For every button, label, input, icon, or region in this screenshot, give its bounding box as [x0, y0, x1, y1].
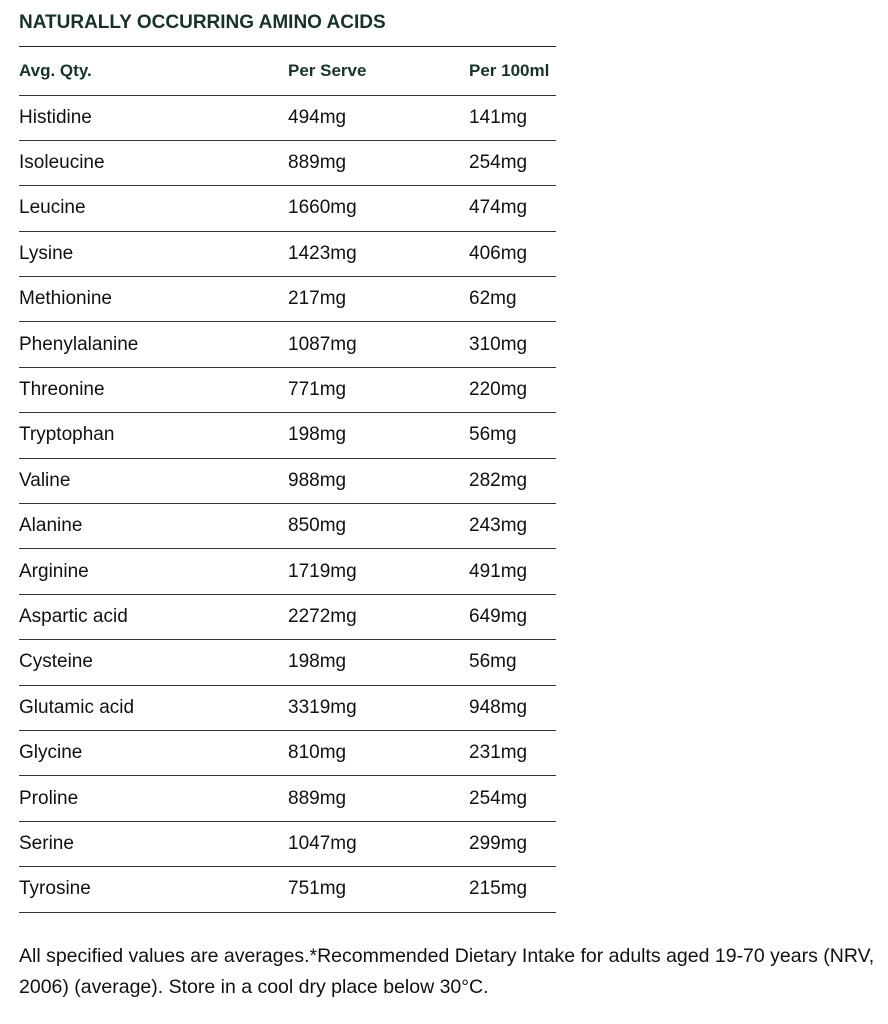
per-100ml-value: 310mg — [469, 333, 528, 355]
per-serve-value: 3319mg — [288, 696, 357, 718]
per-100ml-value: 491mg — [469, 560, 528, 582]
per-100ml-value: 948mg — [469, 696, 528, 718]
per-100ml-value: 141mg — [469, 106, 528, 128]
amino-acid-name: Phenylalanine — [19, 333, 139, 355]
per-serve-value: 2272mg — [288, 605, 357, 627]
amino-acid-name: Leucine — [19, 197, 86, 219]
amino-acids-table — [19, 46, 556, 913]
per-100ml-value: 56mg — [469, 651, 517, 673]
table-row — [19, 867, 556, 912]
per-100ml-value: 649mg — [469, 605, 528, 627]
table-row — [19, 822, 556, 867]
table-row — [19, 686, 556, 731]
per-serve-value: 198mg — [288, 651, 347, 673]
per-serve-value: 850mg — [288, 515, 347, 537]
amino-acid-name: Histidine — [19, 106, 92, 128]
amino-acid-name: Threonine — [19, 379, 105, 401]
table-row — [19, 413, 556, 458]
per-100ml-value: 243mg — [469, 515, 528, 537]
amino-acid-name: Aspartic acid — [19, 605, 128, 627]
per-100ml-value: 215mg — [469, 878, 528, 900]
table-row — [19, 141, 556, 186]
per-serve-value: 1719mg — [288, 560, 357, 582]
header-per-serve: Per Serve — [288, 60, 367, 80]
per-100ml-value: 220mg — [469, 379, 528, 401]
table-row — [19, 186, 556, 231]
per-serve-value: 1047mg — [288, 832, 357, 854]
per-serve-value: 889mg — [288, 152, 347, 174]
amino-acid-name: Glutamic acid — [19, 696, 135, 718]
per-100ml-value: 254mg — [469, 787, 528, 809]
per-serve-value: 988mg — [288, 469, 347, 491]
per-100ml-value: 56mg — [469, 424, 517, 446]
table-row — [19, 549, 556, 594]
amino-acid-name: Tryptophan — [19, 424, 115, 446]
per-100ml-value: 406mg — [469, 242, 528, 264]
amino-acid-name: Proline — [19, 787, 79, 809]
table-row — [19, 504, 556, 549]
table-body — [19, 96, 556, 913]
amino-acid-name: Valine — [19, 469, 71, 491]
per-100ml-value: 254mg — [469, 152, 528, 174]
table-row — [19, 368, 556, 413]
table-row — [19, 595, 556, 640]
per-serve-value: 771mg — [288, 379, 347, 401]
per-serve-value: 1087mg — [288, 333, 357, 355]
amino-acid-name: Arginine — [19, 560, 89, 582]
per-100ml-value: 299mg — [469, 832, 528, 854]
amino-acid-name: Lysine — [19, 242, 74, 264]
amino-acid-name: Glycine — [19, 742, 83, 764]
table-title: NATURALLY OCCURRING AMINO ACIDS — [19, 12, 386, 33]
table-row — [19, 232, 556, 277]
per-serve-value: 810mg — [288, 742, 347, 764]
amino-acid-name: Methionine — [19, 288, 112, 310]
table-row — [19, 776, 556, 821]
amino-acid-name: Isoleucine — [19, 152, 105, 174]
amino-acid-name: Tyrosine — [19, 878, 91, 900]
footnote: All specified values are averages.*Recommended Dietary Intake for adults aged 19-70 years (NRV, 2006) (average). Store in a cool dry place below 30°C. — [19, 945, 875, 998]
per-serve-value: 1660mg — [288, 197, 357, 219]
per-100ml-value: 231mg — [469, 742, 528, 764]
per-serve-value: 217mg — [288, 288, 347, 310]
amino-acid-name: Cysteine — [19, 651, 93, 673]
per-serve-value: 1423mg — [288, 242, 357, 264]
amino-acid-name: Alanine — [19, 515, 83, 537]
table-row — [19, 459, 556, 504]
table-row — [19, 322, 556, 367]
per-100ml-value: 282mg — [469, 469, 528, 491]
table-header-row — [19, 47, 556, 96]
per-100ml-value: 62mg — [469, 288, 517, 310]
per-serve-value: 751mg — [288, 878, 347, 900]
header-avg-qty: Avg. Qty. — [19, 60, 92, 80]
table-row — [19, 640, 556, 685]
amino-acid-name: Serine — [19, 832, 74, 854]
table-row — [19, 731, 556, 776]
per-serve-value: 198mg — [288, 424, 347, 446]
header-per-100ml: Per 100ml — [469, 60, 550, 80]
per-100ml-value: 474mg — [469, 197, 528, 219]
per-serve-value: 494mg — [288, 106, 347, 128]
per-serve-value: 889mg — [288, 787, 347, 809]
table-row — [19, 277, 556, 322]
table-row — [19, 96, 556, 141]
